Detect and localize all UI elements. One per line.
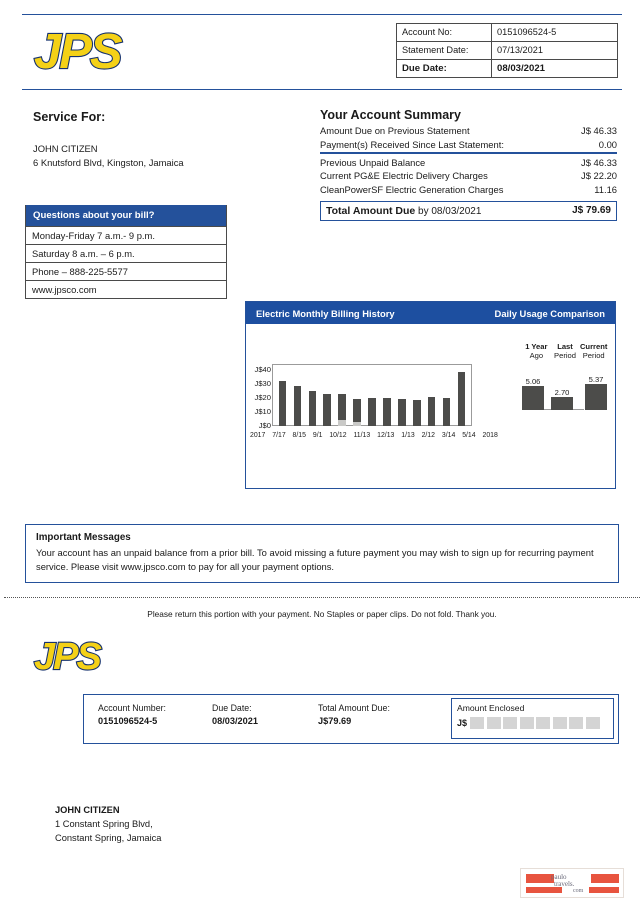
statement-date-value: 07/13/2021 [492, 42, 618, 60]
comparison-header-cell: Current [579, 342, 608, 351]
header-bottom-rule [22, 89, 622, 90]
comparison-plot [522, 362, 608, 410]
billing-history-title: Electric Monthly Billing History [256, 307, 395, 319]
amount-enclosed-entry[interactable] [457, 717, 608, 729]
comparison-value-label: 5.06 [525, 376, 541, 386]
total-label-bold: Total Amount Due [326, 204, 416, 217]
summary-label: CleanPowerSF Electric Generation Charges [320, 183, 504, 195]
x-axis-tick: 1/13 [401, 432, 415, 439]
summary-amount: 11.16 [594, 183, 617, 195]
questions-hours-saturday: Saturday 8 a.m. – 6 p.m. [26, 244, 226, 262]
comparison-value-label: 5.37 [588, 375, 604, 385]
stub-due-date-label: Due Date: [212, 703, 252, 713]
stub-due-date-value: 08/03/2021 [212, 716, 258, 726]
table-row [397, 60, 618, 78]
comparison-header-line1 [522, 342, 608, 351]
questions-website[interactable]: www.jpsco.com [26, 280, 226, 298]
summary-label: Amount Due on Previous Statement [320, 125, 470, 136]
account-info-table [396, 23, 618, 78]
x-axis-tick: 10/12 [329, 432, 347, 439]
billing-address-line1: 1 Constant Spring Blvd, [55, 819, 153, 829]
amount-enclosed-cell[interactable] [586, 717, 600, 729]
amount-enclosed-cell[interactable] [470, 717, 484, 729]
x-axis-tick: 11/13 [353, 432, 371, 439]
y-axis-tick: J$40 [254, 364, 271, 374]
service-address: 6 Knutsford Blvd, Kingston, Jamaica [33, 157, 184, 168]
billing-address-line2: Constant Spring, Jamaica [55, 833, 162, 843]
questions-hours-weekday: Monday-Friday 7 a.m.- 9 p.m. [26, 226, 226, 244]
jps-logo-stub: JPS [34, 636, 100, 678]
summary-block [320, 124, 617, 221]
bar [279, 381, 287, 426]
comparison-header-line2 [522, 351, 608, 360]
watermark-logo [520, 868, 624, 898]
y-axis-tick: J$20 [254, 392, 271, 402]
jps-logo: JPS [34, 25, 121, 79]
stub-account-number [98, 703, 166, 726]
total-amount-value: J$ 79.69 [572, 205, 611, 217]
y-axis-tick: J$30 [254, 378, 271, 388]
bar-series [272, 364, 472, 426]
amount-enclosed-cell[interactable] [503, 717, 517, 729]
bar-base-segment [353, 422, 361, 426]
account-no-label: Account No: [397, 24, 492, 42]
watermark-bar [591, 874, 619, 883]
questions-heading: Questions about your bill? [26, 205, 226, 226]
comparison-bar-group [585, 375, 607, 410]
summary-divider [320, 152, 617, 154]
comparison-bar [522, 386, 544, 410]
comparison-bar [551, 397, 573, 410]
comparison-header-cell: Last [557, 342, 573, 351]
watermark-text-3: com [573, 888, 584, 894]
summary-row-delivery-charges [320, 169, 617, 183]
comparison-header-cell: Period [554, 351, 576, 360]
bar [383, 398, 391, 426]
return-portion-note: Please return this portion with your payment. No Staples or paper clips. Do not fold. Thank you. [147, 609, 497, 619]
chart-panel [245, 301, 616, 489]
comparison-value-label: 2.70 [554, 387, 570, 397]
y-axis-tick: J$0 [258, 421, 271, 430]
summary-row-payments [320, 138, 617, 152]
bar [294, 386, 302, 426]
summary-row-unpaid-balance [320, 156, 617, 170]
x-axis-tick: 9/1 [312, 432, 323, 439]
summary-title: Your Account Summary [320, 108, 461, 122]
stub-account-number-value: 0151096524-5 [98, 716, 158, 726]
bar [413, 400, 421, 426]
total-label-date: by 08/03/2021 [415, 205, 482, 217]
stub-due-date [212, 703, 258, 726]
comparison-bar-group [522, 377, 544, 410]
x-axis-tick: 3/14 [441, 432, 456, 439]
watermark-text-2: travels. [554, 880, 575, 888]
stub-total-due-value: J$79.69 [318, 716, 352, 726]
billing-history-chart [250, 364, 498, 439]
x-axis-tick: 2017 [250, 432, 266, 439]
amount-enclosed-cell[interactable] [553, 717, 567, 729]
important-messages-heading: Important Messages [36, 532, 131, 543]
summary-row-generation-charges [320, 183, 617, 197]
amount-enclosed-box[interactable] [451, 698, 614, 739]
x-axis-tick: 7/17 [272, 432, 286, 439]
bar [353, 399, 361, 426]
account-no-value: 0151096524-5 [492, 24, 618, 42]
bar [398, 399, 406, 426]
summary-amount: J$ 22.20 [581, 170, 617, 182]
summary-label: Previous Unpaid Balance [320, 156, 426, 168]
amount-enclosed-cell[interactable] [487, 717, 501, 729]
service-for-title: Service For: [33, 110, 106, 124]
due-date-label: Due Date: [397, 60, 492, 78]
stub-total-due [318, 703, 390, 726]
service-customer-name: JOHN CITIZEN [33, 143, 98, 154]
summary-row-prev-statement [320, 124, 617, 138]
bar [428, 397, 436, 426]
table-row [397, 24, 618, 42]
header-top-rule [22, 14, 622, 15]
summary-amount: 0.00 [598, 138, 617, 150]
amount-enclosed-label: Amount Enclosed [457, 703, 525, 713]
bar [368, 398, 376, 426]
summary-amount: J$ 46.33 [581, 125, 617, 136]
comparison-header-cell: Ago [529, 351, 544, 360]
x-axis-tick: 5/14 [462, 432, 476, 439]
comparison-bar [585, 384, 607, 410]
y-axis [247, 358, 271, 432]
daily-usage-comparison-chart [522, 342, 608, 410]
tear-line [4, 597, 640, 598]
x-axis-tick: 2/12 [421, 432, 435, 439]
watermark-text-1: paulo [551, 873, 567, 881]
x-axis-tick: 12/13 [377, 432, 395, 439]
billing-name: JOHN CITIZEN [55, 805, 120, 815]
questions-phone: Phone – 888-225-5577 [26, 262, 226, 280]
comparison-header-cell: 1 Year [525, 342, 548, 351]
bar [338, 394, 346, 426]
total-label [326, 205, 481, 217]
x-axis-tick: 8/15 [292, 432, 306, 439]
x-axis-tick: 2018 [482, 432, 498, 439]
summary-label: Current PG&E Electric Delivery Charges [320, 170, 488, 182]
chart-header [246, 302, 615, 324]
amount-enclosed-cell[interactable] [569, 717, 583, 729]
table-row [397, 42, 618, 60]
stub-account-number-label: Account Number: [98, 703, 166, 713]
bar-base-segment [338, 420, 346, 426]
bar [309, 391, 317, 426]
currency-symbol: J$ [457, 718, 468, 728]
comparison-header-cell: Period [582, 351, 605, 360]
due-date-value: 08/03/2021 [492, 60, 618, 78]
stub-total-due-label: Total Amount Due: [318, 703, 390, 713]
watermark-bar [589, 887, 619, 893]
watermark-bar [526, 874, 554, 883]
amount-enclosed-cell[interactable] [520, 717, 534, 729]
important-messages-body: Your account has an unpaid balance from a prior bill. To avoid missing a future payment you may wish to sign up for recurring payment service. Please visit www.jpsco.com to pay for all your payment options. [36, 547, 594, 572]
comparison-bar-group [551, 388, 573, 410]
summary-amount: J$ 46.33 [581, 156, 617, 168]
total-amount-due-row [320, 201, 617, 221]
y-axis-tick: J$10 [254, 406, 271, 416]
amount-enclosed-cell[interactable] [536, 717, 550, 729]
bar [458, 372, 466, 426]
important-messages-box [25, 524, 619, 583]
summary-label: Payment(s) Received Since Last Statement: [320, 138, 504, 150]
statement-date-label: Statement Date: [397, 42, 492, 60]
bar [443, 398, 451, 426]
x-axis-labels [250, 432, 498, 439]
bar [323, 394, 331, 426]
usage-comparison-title: Daily Usage Comparison [494, 307, 605, 319]
payment-stub [83, 694, 619, 744]
questions-box [25, 205, 227, 299]
